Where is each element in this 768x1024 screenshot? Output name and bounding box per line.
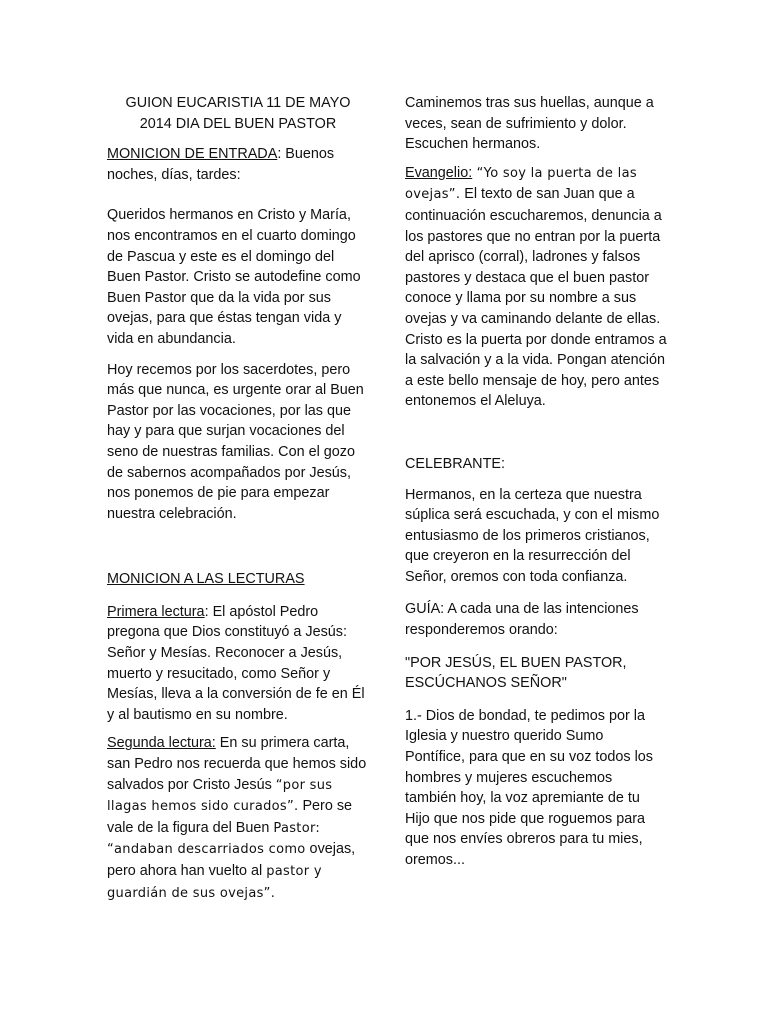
primera-lectura-paragraph [107,602,369,726]
segunda-lectura-text-3: ovejas, pero ahora han vuelto al [107,841,356,879]
evangelio-text: El texto de san Juan que a continuación escucharemos, denuncia a los pastores que no entran por la puerta del aprisco (corral), ladrones y falsos pastores y destaca que el buen pastor conoce y llama por su nombre a sus ovejas y va caminando delante de ellas. Cristo es la puerta por donde entramos a la salvación y a la vida. Pongan atención a este bello mensaje de hoy, pero antes entonemos el Aleluya. [405,186,667,410]
entrada-greeting: : Buenos noches, días, tardes: [107,146,335,183]
guia-paragraph: GUÍA: A cada una de las intenciones responderemos orando: [405,601,639,639]
entrada-heading: MONICION DE ENTRADA [107,146,278,163]
celebrante-paragraph: Hermanos, en la certeza que nuestra súplica será escuchada, y con el mismo entusiasmo de los primeros cristianos, que creyeron en la resurrección del Señor, oremos con toda confianza. [405,486,660,585]
entrada-intro [107,144,369,185]
response-paragraph: "POR JESÚS, EL BUEN PASTOR, ESCÚCHANOS SEÑOR" [405,654,627,692]
right-column [405,93,667,871]
primera-lectura-label: Primera lectura [107,603,205,620]
intencion-1-paragraph: 1.- Dios de bondad, te pedimos por la Iglesia y nuestro querido Sumo Pontífice, para que en su voz todos los hombres y mujeres escuchemos también hoy, la voz apremiante de tu Hijo que nos pide que roguemos para que nos envíes obreros para tu mies, oremos... [405,707,653,868]
segunda-lectura-text-1: En su primera carta, san Pedro nos recuerda que hemos sido salvados por Cristo Jesús [107,735,367,793]
segunda-lectura-label: Segunda lectura: [107,735,216,752]
segunda-lectura-quote-2: Pastor: “andaban descarriados como [107,820,321,858]
document-title [107,93,369,134]
left-column [107,93,369,904]
evangelio-label: Evangelio: [405,164,473,181]
segunda-lectura-quote-3: pastor y guardián de sus ovejas”. [107,864,322,901]
entrada-paragraph-1: Queridos hermanos en Cristo y María, nos encontramos en el cuarto domingo de Pascua y este es el domingo del Buen Pastor. Cristo se autodefine como Buen Pastor que da la vida por sus ovejas, para que éstas tengan vida y vida en abundancia. [107,207,361,347]
title-line-2: 2014 DIA DEL BUEN PASTOR [139,115,337,132]
entrada-paragraph-2: Hoy recemos por los sacerdotes, pero más que nunca, es urgente orar al Buen Pastor por las vocaciones, por las que hay y para que surjan vocaciones del seno de nuestras familias. Con el gozo de sabernos acompañados por Jesús, nos ponemos de pie para empezar nuestra celebración. [107,361,364,522]
evangelio-paragraph [405,163,667,412]
evangelio-quote: “Yo soy la puerta de las ovejas”. [405,165,637,203]
caminemos-paragraph: Caminemos tras sus huellas, aunque a veces, sean de sufrimiento y dolor. Escuchen hermanos. [405,95,654,153]
primera-lectura-text: : El apóstol Pedro pregona que Dios constituyó a Jesús: Señor y Mesías. Reconocer a Jesús, muerto y resucitado, como Señor y Mesías, lleva a la conversión de fe en Él y al bautismo en su nombre. [107,603,365,723]
segunda-lectura-quote-1: “por sus llagas hemos sido curados”. [107,777,333,815]
title-line-1: GUION EUCARISTIA 11 DE MAYO [125,95,351,111]
segunda-lectura-text-2: Pero se vale de la figura del Buen [107,798,353,836]
celebrante-heading: CELEBRANTE: [405,455,505,472]
lecturas-heading: MONICION A LAS LECTURAS [107,571,305,588]
segunda-lectura-paragraph [107,733,369,904]
